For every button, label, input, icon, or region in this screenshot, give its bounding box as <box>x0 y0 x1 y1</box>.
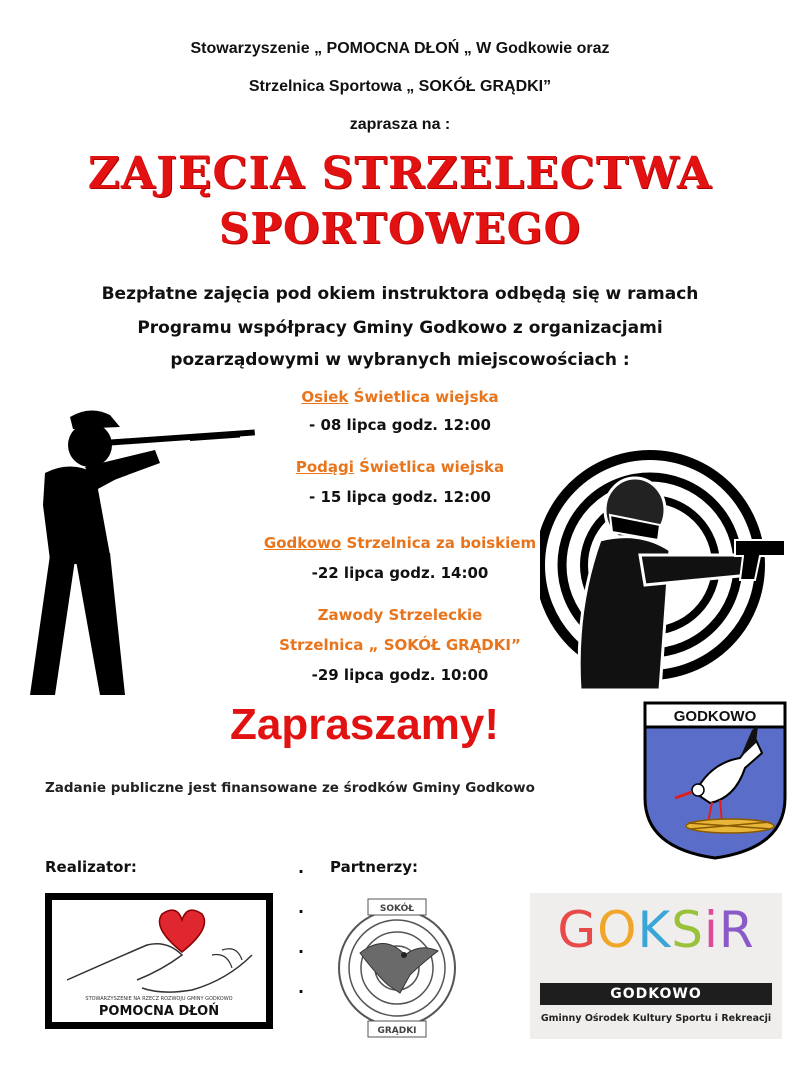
godkowo-crest <box>640 698 790 863</box>
event-2-venue: Świetlica wiejska <box>353 458 505 476</box>
goksir-letter-r: R <box>718 901 755 959</box>
sokol-gradki-logo <box>330 893 465 1043</box>
event-4-date: -29 lipca godz. 10:00 <box>311 666 489 684</box>
intro-line-2: Programu współpracy Gminy Godkowo z organizacjami <box>137 318 663 338</box>
list-bullet-1: . <box>298 898 305 917</box>
event-2-date: - 15 lipca godz. 12:00 <box>309 488 491 506</box>
event-2-place: Podągi <box>295 458 354 476</box>
goksir-letter-g: G <box>557 901 598 959</box>
realizator-label: Realizator: <box>45 858 137 876</box>
event-3-date: -22 lipca godz. 14:00 <box>311 564 489 582</box>
goksir-letter-o: O <box>597 901 638 959</box>
list-bullet-3: . <box>298 978 305 997</box>
crest-label: GODKOWO <box>673 708 757 725</box>
goksir-logo <box>530 893 782 1039</box>
invite-line: zaprasza na : <box>349 116 451 133</box>
nest-icon <box>686 819 774 833</box>
rifle-shooter-icon <box>15 405 265 705</box>
goksir-letter-k: K <box>637 901 672 959</box>
event-1-location <box>0 388 800 406</box>
event-1-venue: Świetlica wiejska <box>348 388 499 406</box>
sokol-bottom-text: GRĄDKI <box>377 1026 417 1036</box>
goksir-letter-i: i <box>704 901 719 959</box>
invitation-headline: Zapraszamy! <box>230 700 500 749</box>
intro-line-1: Bezpłatne zajęcia pod okiem instruktora odbędą się w ramach <box>101 284 699 304</box>
pistol-shooter-target-icon <box>540 440 790 690</box>
title-line-1: ZAJĘCIA STRZELECTWA <box>87 148 713 199</box>
goksir-letter-s: S <box>671 901 704 959</box>
event-3-place: Godkowo <box>263 534 342 552</box>
event-3-venue: Strzelnica za boiskiem <box>341 534 537 552</box>
organizer-line-1: Stowarzyszenie „ POMOCNA DŁOŃ „ W Godkowie oraz <box>190 40 610 57</box>
pomocna-dlon-logo <box>45 893 273 1029</box>
pomocna-name: POMOCNA DŁOŃ <box>98 1004 220 1019</box>
funding-note: Zadanie publiczne jest finansowane ze środków Gminy Godkowo <box>45 780 535 796</box>
list-bullet-2: . <box>298 938 305 957</box>
event-4-line-1: Zawody Strzeleckie <box>317 606 483 624</box>
goksir-letters <box>530 901 782 959</box>
partners-label: Partnerzy: <box>330 858 419 876</box>
organizer-line-2: Strzelnica Sportowa „ SOKÓŁ GRĄDKI” <box>248 78 552 95</box>
event-1-place: Osiek <box>301 388 349 406</box>
event-4-line-2: Strzelnica „ SOKÓŁ GRĄDKI” <box>279 636 521 654</box>
partners-bullet: . <box>298 858 305 877</box>
sokol-top-text: SOKÓŁ <box>379 904 415 914</box>
falcon-icon <box>360 943 438 993</box>
event-1-date: - 08 lipca godz. 12:00 <box>309 416 491 434</box>
title-line-2: SPORTOWEGO <box>218 204 582 253</box>
intro-line-3: pozarządowymi w wybranych miejscowościach : <box>170 350 630 370</box>
pomocna-small-text: STOWARZYSZENIE NA RZECZ ROZWOJU GMINY GODKOWO <box>85 996 233 1002</box>
goksir-subtitle: Gminny Ośrodek Kultury Sportu i Rekreacji <box>540 1013 772 1024</box>
goksir-band: GODKOWO <box>540 983 772 1005</box>
